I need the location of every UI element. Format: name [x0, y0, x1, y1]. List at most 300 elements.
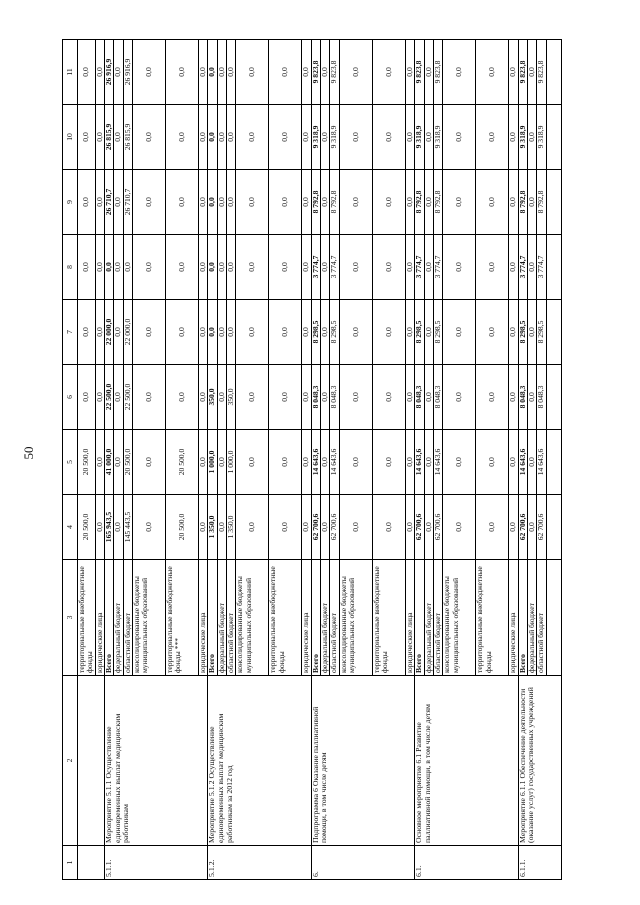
funding-source-cell: Всего — [311, 560, 320, 676]
amount-cell: 0,0 — [321, 40, 330, 105]
amount-cell: 0,0 — [114, 105, 123, 170]
amount-cell: 0,0 — [372, 495, 405, 560]
amount-cell: 0,0 — [321, 430, 330, 495]
blank-cell — [546, 170, 561, 235]
amount-cell: 0,0 — [133, 105, 166, 170]
amount-cell: 0,0 — [476, 105, 509, 170]
amount-cell: 0,0 — [208, 170, 217, 235]
amount-cell: 0,0 — [78, 40, 96, 105]
amount-cell: 0,0 — [208, 235, 217, 300]
rotated-table-page — [62, 40, 637, 880]
amount-cell: 0,0 — [236, 235, 269, 300]
amount-cell: 0,0 — [321, 300, 330, 365]
amount-cell: 20 500,0 — [166, 495, 199, 560]
funding-source-cell: Всего — [105, 560, 114, 676]
item-code-cell: 5.1.2. — [208, 846, 311, 880]
item-name-cell: Мероприятие 5.1.2 Осуществление единовременных выплат медицинским работникам за 2012 год — [208, 676, 311, 846]
amount-cell: 0,0 — [269, 235, 302, 300]
amount-cell: 0,0 — [509, 495, 518, 560]
funding-source-cell: юридические лица — [405, 560, 414, 676]
amount-cell: 0,0 — [217, 235, 226, 300]
amount-cell: 0,0 — [372, 40, 405, 105]
amount-cell: 0,0 — [217, 430, 226, 495]
funding-source-cell: федеральный бюджет — [424, 560, 433, 676]
amount-cell: 0,0 — [302, 365, 311, 430]
funding-source-cell: областной бюджет — [227, 560, 236, 676]
amount-cell: 0,0 — [424, 430, 433, 495]
amount-cell: 0,0 — [95, 40, 104, 105]
item-code-cell: 6.1.1. — [518, 846, 561, 880]
amount-cell: 8 298,5 — [518, 300, 527, 365]
column-number-header: 10 — [63, 105, 78, 170]
funding-source-cell: территориальные внебюджетные фонды — [78, 560, 96, 676]
amount-cell: 0,0 — [227, 170, 236, 235]
amount-cell: 0,0 — [527, 235, 536, 300]
blank-cell — [546, 300, 561, 365]
amount-cell: 0,0 — [95, 495, 104, 560]
amount-cell: 0,0 — [476, 430, 509, 495]
column-number-header: 5 — [63, 430, 78, 495]
amount-cell: 22 000,0 — [123, 300, 132, 365]
amount-cell: 0,0 — [527, 300, 536, 365]
amount-cell: 0,0 — [217, 365, 226, 430]
blank-cell — [546, 365, 561, 430]
amount-cell: 1 000,0 — [227, 430, 236, 495]
amount-cell: 9 823,8 — [311, 40, 320, 105]
amount-cell: 0,0 — [227, 235, 236, 300]
amount-cell: 0,0 — [227, 300, 236, 365]
amount-cell: 0,0 — [133, 40, 166, 105]
amount-cell: 3 774,7 — [330, 235, 339, 300]
amount-cell: 0,0 — [199, 170, 208, 235]
funding-source-cell: юридические лица — [509, 560, 518, 676]
amount-cell: 1 350,0 — [227, 495, 236, 560]
amount-cell: 0,0 — [133, 300, 166, 365]
amount-cell: 0,0 — [199, 40, 208, 105]
amount-cell: 0,0 — [339, 365, 372, 430]
amount-cell: 0,0 — [443, 365, 476, 430]
column-number-header: 2 — [63, 676, 78, 846]
amount-cell: 0,0 — [133, 495, 166, 560]
amount-cell: 0,0 — [527, 495, 536, 560]
amount-cell: 0,0 — [321, 105, 330, 170]
table-row — [208, 40, 217, 880]
amount-cell: 0,0 — [476, 365, 509, 430]
amount-cell: 0,0 — [123, 235, 132, 300]
amount-cell: 0,0 — [199, 495, 208, 560]
amount-cell: 22 500,0 — [105, 365, 114, 430]
amount-cell: 0,0 — [78, 105, 96, 170]
amount-cell: 8 048,3 — [518, 365, 527, 430]
amount-cell: 0,0 — [509, 430, 518, 495]
amount-cell: 0,0 — [424, 105, 433, 170]
amount-cell: 0,0 — [372, 105, 405, 170]
blank-cell — [546, 495, 561, 560]
amount-cell: 26 710,7 — [105, 170, 114, 235]
amount-cell: 0,0 — [133, 235, 166, 300]
amount-cell: 0,0 — [339, 300, 372, 365]
amount-cell: 0,0 — [424, 170, 433, 235]
amount-cell: 1 350,0 — [208, 495, 217, 560]
amount-cell: 20 500,0 — [78, 495, 96, 560]
amount-cell: 20 500,0 — [78, 430, 96, 495]
column-number-header: 11 — [63, 40, 78, 105]
amount-cell: 0,0 — [114, 170, 123, 235]
amount-cell: 26 815,9 — [105, 105, 114, 170]
amount-cell: 0,0 — [424, 40, 433, 105]
amount-cell: 0,0 — [405, 235, 414, 300]
amount-cell: 0,0 — [95, 170, 104, 235]
amount-cell: 0,0 — [95, 365, 104, 430]
funding-source-cell: территориальные внебюджетные фонды — [269, 560, 302, 676]
amount-cell: 22 000,0 — [105, 300, 114, 365]
amount-cell: 0,0 — [339, 235, 372, 300]
funding-source-cell: территориальные внебюджетные фонды — [372, 560, 405, 676]
amount-cell: 26 710,7 — [123, 170, 132, 235]
amount-cell: 22 500,0 — [123, 365, 132, 430]
column-number-header: 7 — [63, 300, 78, 365]
amount-cell: 0,0 — [95, 300, 104, 365]
amount-cell: 0,0 — [208, 40, 217, 105]
item-code-cell: 6. — [311, 846, 414, 880]
amount-cell: 26 815,9 — [123, 105, 132, 170]
amount-cell: 0,0 — [78, 300, 96, 365]
amount-cell: 14 643,6 — [415, 430, 424, 495]
amount-cell: 62 700,6 — [311, 495, 320, 560]
amount-cell: 9 318,9 — [311, 105, 320, 170]
amount-cell: 9 823,8 — [518, 40, 527, 105]
amount-cell: 0,0 — [166, 105, 199, 170]
amount-cell: 8 048,3 — [537, 365, 546, 430]
amount-cell: 9 823,8 — [330, 40, 339, 105]
amount-cell: 0,0 — [509, 105, 518, 170]
amount-cell: 0,0 — [302, 300, 311, 365]
amount-cell: 1 000,0 — [208, 430, 217, 495]
amount-cell: 0,0 — [236, 365, 269, 430]
amount-cell: 8 298,5 — [330, 300, 339, 365]
amount-cell: 8 792,8 — [415, 170, 424, 235]
amount-cell: 0,0 — [339, 170, 372, 235]
amount-cell: 0,0 — [114, 495, 123, 560]
amount-cell: 0,0 — [443, 430, 476, 495]
column-number-header: 3 — [63, 560, 78, 676]
amount-cell: 0,0 — [302, 235, 311, 300]
amount-cell: 0,0 — [509, 365, 518, 430]
table-row — [415, 40, 424, 880]
amount-cell: 0,0 — [405, 495, 414, 560]
amount-cell: 26 916,9 — [105, 40, 114, 105]
funding-source-cell: Всего — [208, 560, 217, 676]
amount-cell: 8 792,8 — [330, 170, 339, 235]
amount-cell: 0,0 — [114, 300, 123, 365]
amount-cell: 0,0 — [166, 365, 199, 430]
amount-cell: 0,0 — [105, 235, 114, 300]
amount-cell: 0,0 — [405, 40, 414, 105]
amount-cell: 8 792,8 — [518, 170, 527, 235]
amount-cell: 0,0 — [114, 40, 123, 105]
column-number-header: 8 — [63, 235, 78, 300]
amount-cell: 0,0 — [424, 495, 433, 560]
amount-cell: 0,0 — [405, 300, 414, 365]
amount-cell: 8 048,3 — [415, 365, 424, 430]
item-name-cell: Основное мероприятие 6.1 Развитие паллиативной помощи, в том числе детям — [415, 676, 518, 846]
column-number-header: 1 — [63, 846, 78, 880]
amount-cell: 0,0 — [372, 235, 405, 300]
amount-cell: 62 700,6 — [330, 495, 339, 560]
amount-cell: 8 298,5 — [537, 300, 546, 365]
amount-cell: 0,0 — [302, 170, 311, 235]
amount-cell: 0,0 — [443, 300, 476, 365]
amount-cell: 0,0 — [527, 40, 536, 105]
amount-cell: 0,0 — [199, 105, 208, 170]
amount-cell: 0,0 — [236, 40, 269, 105]
amount-cell: 0,0 — [405, 365, 414, 430]
amount-cell: 0,0 — [527, 170, 536, 235]
amount-cell: 8 792,8 — [537, 170, 546, 235]
blank-cell — [546, 105, 561, 170]
amount-cell: 0,0 — [509, 170, 518, 235]
amount-cell: 0,0 — [372, 300, 405, 365]
amount-cell: 62 700,6 — [518, 495, 527, 560]
amount-cell: 9 318,9 — [518, 105, 527, 170]
amount-cell: 0,0 — [372, 430, 405, 495]
amount-cell: 0,0 — [236, 300, 269, 365]
amount-cell: 14 643,6 — [311, 430, 320, 495]
amount-cell: 165 943,5 — [105, 495, 114, 560]
table-body — [78, 40, 562, 880]
amount-cell: 0,0 — [509, 40, 518, 105]
amount-cell: 0,0 — [269, 300, 302, 365]
funding-source-cell: областной бюджет — [537, 560, 546, 676]
amount-cell: 0,0 — [78, 170, 96, 235]
funding-source-cell: Всего — [518, 560, 527, 676]
amount-cell: 0,0 — [199, 430, 208, 495]
amount-cell: 0,0 — [114, 430, 123, 495]
amount-cell: 0,0 — [476, 40, 509, 105]
amount-cell: 0,0 — [443, 40, 476, 105]
amount-cell: 0,0 — [443, 105, 476, 170]
amount-cell: 0,0 — [208, 300, 217, 365]
amount-cell: 62 700,6 — [537, 495, 546, 560]
amount-cell: 14 643,6 — [518, 430, 527, 495]
amount-cell: 350,0 — [208, 365, 217, 430]
funding-source-cell: юридические лица — [199, 560, 208, 676]
amount-cell: 0,0 — [95, 430, 104, 495]
amount-cell: 0,0 — [114, 365, 123, 430]
budget-table — [62, 39, 562, 880]
item-code-cell — [78, 846, 105, 880]
amount-cell: 0,0 — [166, 40, 199, 105]
amount-cell: 8 298,5 — [311, 300, 320, 365]
amount-cell: 0,0 — [424, 300, 433, 365]
amount-cell: 0,0 — [339, 430, 372, 495]
amount-cell: 8 048,3 — [433, 365, 442, 430]
amount-cell: 0,0 — [405, 430, 414, 495]
amount-cell: 0,0 — [269, 40, 302, 105]
amount-cell: 14 643,6 — [433, 430, 442, 495]
amount-cell: 0,0 — [269, 430, 302, 495]
amount-cell: 0,0 — [95, 105, 104, 170]
amount-cell: 0,0 — [269, 170, 302, 235]
table-row — [78, 40, 96, 880]
amount-cell: 0,0 — [405, 105, 414, 170]
amount-cell: 0,0 — [217, 105, 226, 170]
amount-cell: 0,0 — [321, 170, 330, 235]
amount-cell: 0,0 — [321, 495, 330, 560]
amount-cell: 0,0 — [236, 430, 269, 495]
column-number-header: 9 — [63, 170, 78, 235]
amount-cell: 0,0 — [339, 495, 372, 560]
amount-cell: 145 443,5 — [123, 495, 132, 560]
funding-source-cell: федеральный бюджет — [321, 560, 330, 676]
amount-cell: 0,0 — [269, 105, 302, 170]
amount-cell: 0,0 — [236, 170, 269, 235]
amount-cell: 0,0 — [236, 105, 269, 170]
item-name-cell: Подпрограмма 6 Оказание паллиативной помощи, в том числе детям — [311, 676, 414, 846]
amount-cell: 9 318,9 — [415, 105, 424, 170]
amount-cell: 8 792,8 — [311, 170, 320, 235]
funding-source-cell: территориальные внебюджетные фонды *** — [166, 560, 199, 676]
funding-source-cell: федеральный бюджет — [527, 560, 536, 676]
table-row — [518, 40, 527, 880]
blank-cell — [546, 40, 561, 105]
amount-cell: 0,0 — [424, 365, 433, 430]
column-number-header: 6 — [63, 365, 78, 430]
amount-cell: 350,0 — [227, 365, 236, 430]
amount-cell: 0,0 — [321, 235, 330, 300]
amount-cell: 0,0 — [133, 430, 166, 495]
funding-source-cell: юридические лица — [302, 560, 311, 676]
amount-cell: 41 000,0 — [105, 430, 114, 495]
item-name-cell — [78, 676, 105, 846]
amount-cell: 0,0 — [199, 365, 208, 430]
funding-source-cell: консолидированные бюджеты муниципальных образований — [443, 560, 476, 676]
amount-cell: 9 318,9 — [330, 105, 339, 170]
amount-cell: 0,0 — [199, 235, 208, 300]
amount-cell: 8 792,8 — [433, 170, 442, 235]
amount-cell: 14 643,6 — [330, 430, 339, 495]
funding-source-cell: федеральный бюджет — [114, 560, 123, 676]
funding-source-cell: областной бюджет — [330, 560, 339, 676]
funding-source-cell: областной бюджет — [433, 560, 442, 676]
amount-cell: 14 643,6 — [537, 430, 546, 495]
amount-cell: 0,0 — [443, 495, 476, 560]
funding-source-cell: консолидированные бюджеты муниципальных образований — [133, 560, 166, 676]
amount-cell: 3 774,7 — [537, 235, 546, 300]
amount-cell: 0,0 — [372, 365, 405, 430]
amount-cell: 0,0 — [166, 170, 199, 235]
amount-cell: 0,0 — [227, 105, 236, 170]
amount-cell: 0,0 — [302, 105, 311, 170]
funding-source-cell: федеральный бюджет — [217, 560, 226, 676]
amount-cell: 0,0 — [509, 300, 518, 365]
item-code-cell: 6.1. — [415, 846, 518, 880]
amount-cell: 0,0 — [208, 105, 217, 170]
amount-cell: 0,0 — [114, 235, 123, 300]
amount-cell: 8 298,5 — [433, 300, 442, 365]
amount-cell: 9 318,9 — [537, 105, 546, 170]
amount-cell: 0,0 — [321, 365, 330, 430]
blank-cell — [546, 560, 561, 676]
item-code-cell: 5.1.1. — [105, 846, 208, 880]
amount-cell: 0,0 — [95, 235, 104, 300]
column-number-header-row — [63, 40, 78, 880]
amount-cell: 0,0 — [133, 170, 166, 235]
amount-cell: 0,0 — [405, 170, 414, 235]
amount-cell: 8 298,5 — [415, 300, 424, 365]
blank-cell — [546, 430, 561, 495]
amount-cell: 0,0 — [339, 105, 372, 170]
amount-cell: 8 048,3 — [311, 365, 320, 430]
amount-cell: 0,0 — [269, 495, 302, 560]
funding-source-cell: территориальные внебюджетные фонды — [476, 560, 509, 676]
amount-cell: 0,0 — [227, 40, 236, 105]
amount-cell: 0,0 — [372, 170, 405, 235]
amount-cell: 9 823,8 — [433, 40, 442, 105]
amount-cell: 0,0 — [527, 430, 536, 495]
amount-cell: 0,0 — [476, 495, 509, 560]
amount-cell: 0,0 — [476, 170, 509, 235]
funding-source-cell: консолидированные бюджеты муниципальных образований — [236, 560, 269, 676]
amount-cell: 0,0 — [166, 300, 199, 365]
amount-cell: 0,0 — [236, 495, 269, 560]
item-name-cell: Мероприятие 6.1.1 Обеспечение деятельности (оказание услуг) государственных учреждений — [518, 676, 561, 846]
amount-cell: 0,0 — [302, 495, 311, 560]
amount-cell: 20 500,0 — [123, 430, 132, 495]
amount-cell: 3 774,7 — [518, 235, 527, 300]
amount-cell: 0,0 — [269, 365, 302, 430]
amount-cell: 0,0 — [443, 235, 476, 300]
funding-source-cell: Всего — [415, 560, 424, 676]
amount-cell: 0,0 — [302, 430, 311, 495]
amount-cell: 0,0 — [133, 365, 166, 430]
funding-source-cell: консолидированные бюджеты муниципальных образований — [339, 560, 372, 676]
blank-cell — [546, 235, 561, 300]
amount-cell: 0,0 — [302, 40, 311, 105]
amount-cell: 62 700,6 — [415, 495, 424, 560]
amount-cell: 0,0 — [217, 170, 226, 235]
amount-cell: 0,0 — [78, 365, 96, 430]
amount-cell: 3 774,7 — [415, 235, 424, 300]
funding-source-cell: областной бюджет — [123, 560, 132, 676]
amount-cell: 3 774,7 — [433, 235, 442, 300]
amount-cell: 0,0 — [443, 170, 476, 235]
amount-cell: 0,0 — [476, 300, 509, 365]
amount-cell: 0,0 — [476, 235, 509, 300]
amount-cell: 0,0 — [527, 365, 536, 430]
amount-cell: 3 774,7 — [311, 235, 320, 300]
amount-cell: 8 048,3 — [330, 365, 339, 430]
amount-cell: 9 318,9 — [433, 105, 442, 170]
amount-cell: 9 823,8 — [415, 40, 424, 105]
amount-cell: 0,0 — [217, 40, 226, 105]
amount-cell: 26 916,9 — [123, 40, 132, 105]
amount-cell: 0,0 — [217, 300, 226, 365]
funding-source-cell: юридические лица — [95, 560, 104, 676]
item-name-cell: Мероприятие 5.1.1 Осуществление единовременных выплат медицинским работникам — [105, 676, 208, 846]
amount-cell: 20 500,0 — [166, 430, 199, 495]
amount-cell: 9 823,8 — [537, 40, 546, 105]
column-number-header: 4 — [63, 495, 78, 560]
amount-cell: 0,0 — [217, 495, 226, 560]
amount-cell: 0,0 — [509, 235, 518, 300]
amount-cell: 0,0 — [199, 300, 208, 365]
amount-cell: 0,0 — [527, 105, 536, 170]
amount-cell: 0,0 — [78, 235, 96, 300]
amount-cell: 0,0 — [339, 40, 372, 105]
amount-cell: 0,0 — [166, 235, 199, 300]
page-number: 50 — [21, 446, 36, 460]
